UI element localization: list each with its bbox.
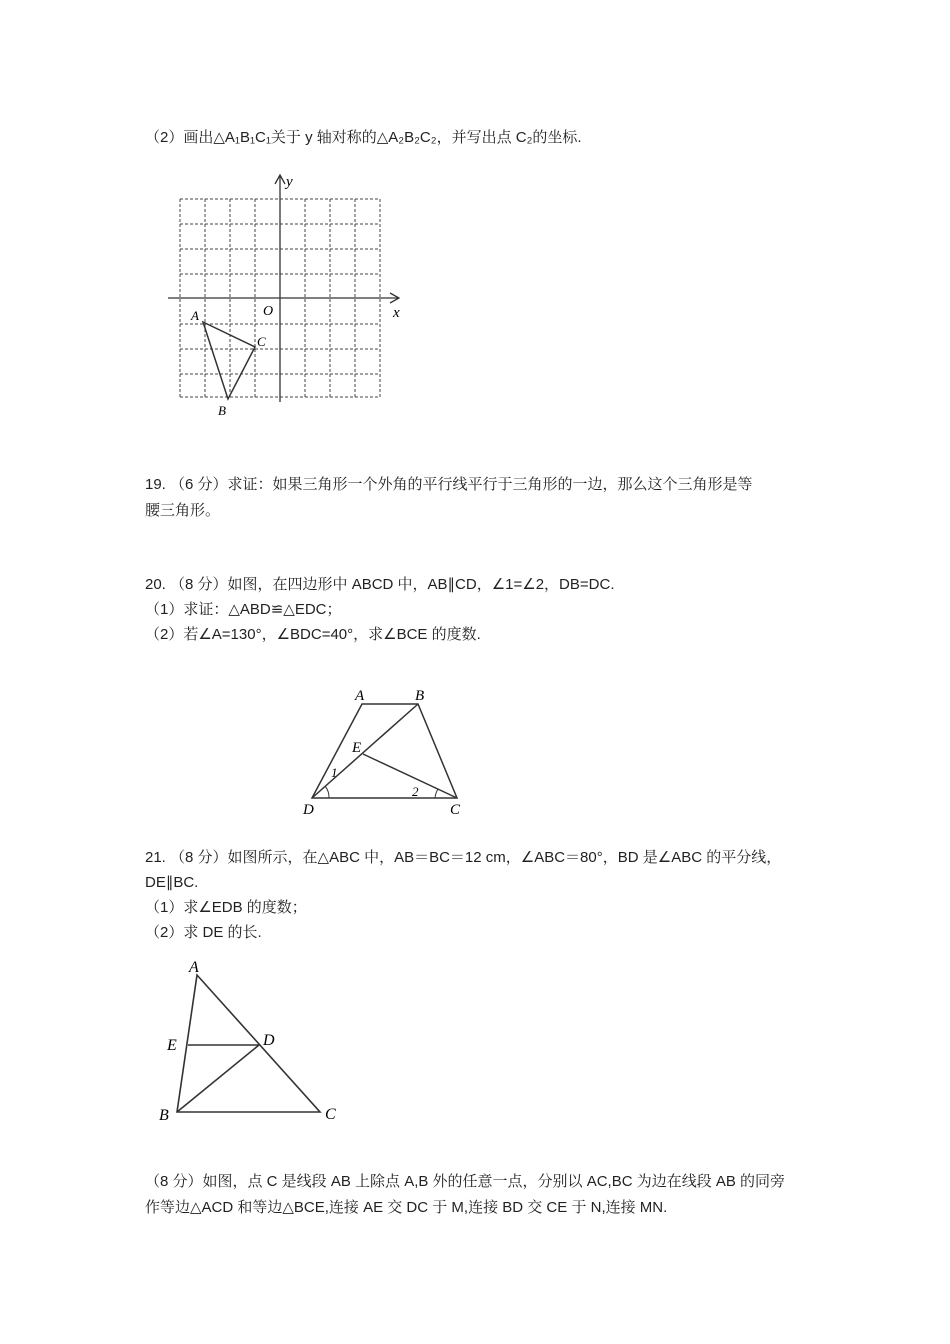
segment-ec <box>363 754 457 798</box>
q20-part1: （1）求证：△ABD≌△EDC； <box>145 601 342 618</box>
label-d: D <box>263 1032 275 1049</box>
q18-part2-text: （2）画出△A₁B₁C₁关于 y 轴对称的△A₂B₂C₂，并写出点 C₂的坐标. <box>145 129 582 146</box>
segment-db <box>312 704 418 798</box>
label-b: B <box>159 1107 169 1124</box>
q19-line2: 腰三角形。 <box>145 502 221 519</box>
label-e: E <box>167 1037 177 1054</box>
quadrilateral-abcd <box>312 704 457 798</box>
q21-stem-line2: DE∥BC. <box>145 874 199 891</box>
origin-label: O <box>263 304 274 319</box>
label-e: E <box>352 740 362 756</box>
point-c-label: C <box>257 334 266 349</box>
label-a: A <box>355 688 365 704</box>
triangle-abc <box>177 975 320 1112</box>
label-c: C <box>450 802 461 818</box>
y-axis-label: y <box>286 174 293 190</box>
label-d: D <box>303 802 314 818</box>
q19-line1: 19. （6 分）求证：如果三角形一个外角的平行线平行于三角形的一边，那么这个三角形是等 <box>145 476 753 493</box>
q20-part2: （2）若∠A=130°，∠BDC=40°，求∠BCE 的度数. <box>145 626 481 643</box>
q22-line1: （8 分）如图，点 C 是线段 AB 上除点 A,B 外的任意一点，分别以 AC,BC 为边在线段 AB 的同旁 <box>145 1173 786 1190</box>
q21-part1: （1）求∠EDB 的度数； <box>145 899 307 916</box>
label-c: C <box>325 1106 336 1123</box>
q21-stem-line1: 21. （8 分）如图所示，在△ABC 中，AB＝BC＝12 cm，∠ABC＝80°，BD 是∠ABC 的平分线， <box>145 849 782 866</box>
coordinate-grid-figure <box>160 170 420 420</box>
segment-bd <box>177 1045 259 1112</box>
triangle-abc <box>203 322 255 399</box>
label-angle-2: 2 <box>412 784 419 799</box>
q20-stem: 20. （8 分）如图，在四边形中 ABCD 中，AB∥CD，∠1=∠2，DB=DC. <box>145 576 615 593</box>
label-a: A <box>189 959 199 976</box>
point-b-label: B <box>218 403 226 418</box>
label-angle-1: 1 <box>331 765 338 780</box>
triangle-figure <box>155 955 355 1135</box>
label-b: B <box>415 688 425 704</box>
x-axis-label: x <box>393 305 400 321</box>
quadrilateral-figure <box>295 682 485 822</box>
point-a-label: A <box>191 308 199 323</box>
q22-line2: 作等边△ACD 和等边△BCE,连接 AE 交 DC 于 M,连接 BD 交 CE 于 N,连接 MN. <box>145 1199 668 1216</box>
q21-part2: （2）求 DE 的长. <box>145 924 262 941</box>
